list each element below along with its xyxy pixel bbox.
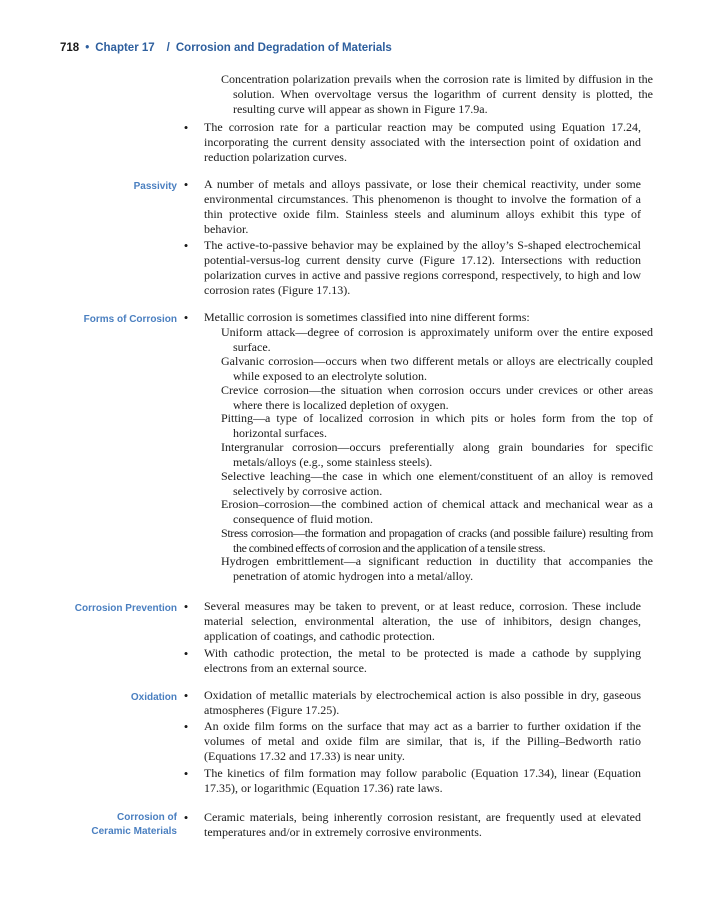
corrosion-form-hydrogen-embrittlement: Hydrogen embrittlement—a significant reduction in ductility that accompanies the penetration of atomic hydrogen into a metal/alloy. [221,554,653,583]
sidenote-line-2: Ceramic Materials [91,826,177,837]
bullet-text: An oxide film forms on the surface that may act as a barrier to further oxidation if the volumes of metal and oxide film are similar, that is, if the Pilling–Bedworth ratio (Equations 17.32 and 17.33) is near unity. [204,719,641,763]
bullet-text: Oxidation of metallic materials by electrochemical action is also possible in dry, gaseous atmospheres (Figure 17.25). [204,688,641,717]
prevention-bullet-2 [183,646,641,676]
bullet-dot: • [183,688,189,703]
passivity-bullet-1 [183,177,641,237]
bullet-text: With cathodic protection, the metal to be protected is made a cathode by supplying electrons from an external source. [204,646,641,675]
sidenote-forms-of-corrosion: Forms of Corrosion [83,314,177,325]
bullet-dot: • [183,719,189,734]
intro-continued-text: Concentration polarization prevails when the corrosion rate is limited by diffusion in the solution. When overvoltage versus the logarithm of current density is plotted, the resulting curve will appear as shown in Figure 17.9a. [221,72,653,116]
bullet-text: Metallic corrosion is sometimes classified into nine different forms: [204,310,530,324]
bullet-dot: • [183,310,189,325]
ceramic-bullet [183,810,641,840]
bullet-dot: • [183,646,189,661]
corrosion-form-galvanic: Galvanic corrosion—occurs when two different metals or alloys are electrically coupled while exposed to an electrolyte solution. [221,354,653,383]
corrosion-form-uniform-attack: Uniform attack—degree of corrosion is approximately uniform over the entire exposed surface. [221,325,653,354]
bullet-text: The kinetics of film formation may follow parabolic (Equation 17.34), linear (Equation 17.35), or logarithmic (Equation 17.36) rate laws. [204,766,641,795]
sidenote-oxidation: Oxidation [130,692,177,703]
header-separator-dot: • [85,42,90,54]
sidenote-passivity: Passivity [133,181,177,192]
bullet-dot: • [183,810,189,825]
passivity-bullet-2 [183,238,641,298]
bullet-dot: • [183,177,189,192]
bullet-text: Ceramic materials, being inherently corrosion resistant, are frequently used at elevated temperatures and/or in extremely corrosive environments. [204,810,641,839]
forms-bullet [183,310,641,325]
intro-bullet-item [183,120,641,165]
oxidation-bullet-3 [183,766,641,796]
sidenote-line-1: Corrosion of [117,812,177,823]
header-separator-slash: / [166,42,170,54]
bullet-dot: • [183,766,189,781]
bullet-text: The corrosion rate for a particular reaction may be computed using Equation 17.24, incorporating the current density associated with the intersection point of oxidation and reduction polarization curves. [204,120,641,164]
bullet-dot: • [183,599,189,614]
oxidation-bullet-2 [183,719,641,764]
sidenote-corrosion-prevention: Corrosion Prevention [74,603,177,614]
oxidation-bullet-1 [183,688,641,718]
corrosion-form-intergranular: Intergranular corrosion—occurs preferentially along grain boundaries for specific metals/alloys (e.g., some stainless steels). [221,440,653,469]
bullet-dot: • [183,120,189,135]
corrosion-form-pitting: Pitting—a type of localized corrosion in which pits or holes form from the top of horizontal surfaces. [221,411,653,440]
running-header [60,42,392,60]
corrosion-form-selective-leaching: Selective leaching—the case in which one element/constituent of an alloy is removed selectively by corrosive action. [221,469,653,498]
sidenote-ceramic-corrosion [40,811,177,839]
bullet-text: A number of metals and alloys passivate, or lose their chemical reactivity, under some environmental circumstances. This phenomenon is thought to involve the formation of a thin protective oxide film. Stainless steels and aluminum alloys exhibit this type of behavior. [204,177,641,236]
chapter-title: Corrosion and Degradation of Materials [175,42,392,54]
chapter-label: Chapter 17 [95,42,155,54]
bullet-dot: • [183,238,189,253]
prevention-bullet-1 [183,599,641,644]
bullet-text: Several measures may be taken to prevent, or at least reduce, corrosion. These include material selection, environmental alteration, the use of inhibitors, design changes, application of coatings, and cathodic protection. [204,599,641,643]
corrosion-form-crevice: Crevice corrosion—the situation when corrosion occurs under crevices or other areas where there is localized depletion of oxygen. [221,383,653,412]
page-number: 718 [60,42,80,54]
corrosion-form-erosion-corrosion: Erosion–corrosion—the combined action of chemical attack and mechanical wear as a consequence of fluid motion. [221,497,653,526]
corrosion-form-stress: Stress corrosion—the formation and propagation of cracks (and possible failure) resulting from the combined effects of corrosion and the application of a tensile stress. [221,526,653,555]
bullet-text: The active-to-passive behavior may be explained by the alloy’s S-shaped electrochemical potential-versus-log current density curve (Figure 17.12). Intersections with reduction polarization curves in active and passive regions correspond, respectively, to high and low corrosion rates (Figure 17.13). [204,238,641,297]
